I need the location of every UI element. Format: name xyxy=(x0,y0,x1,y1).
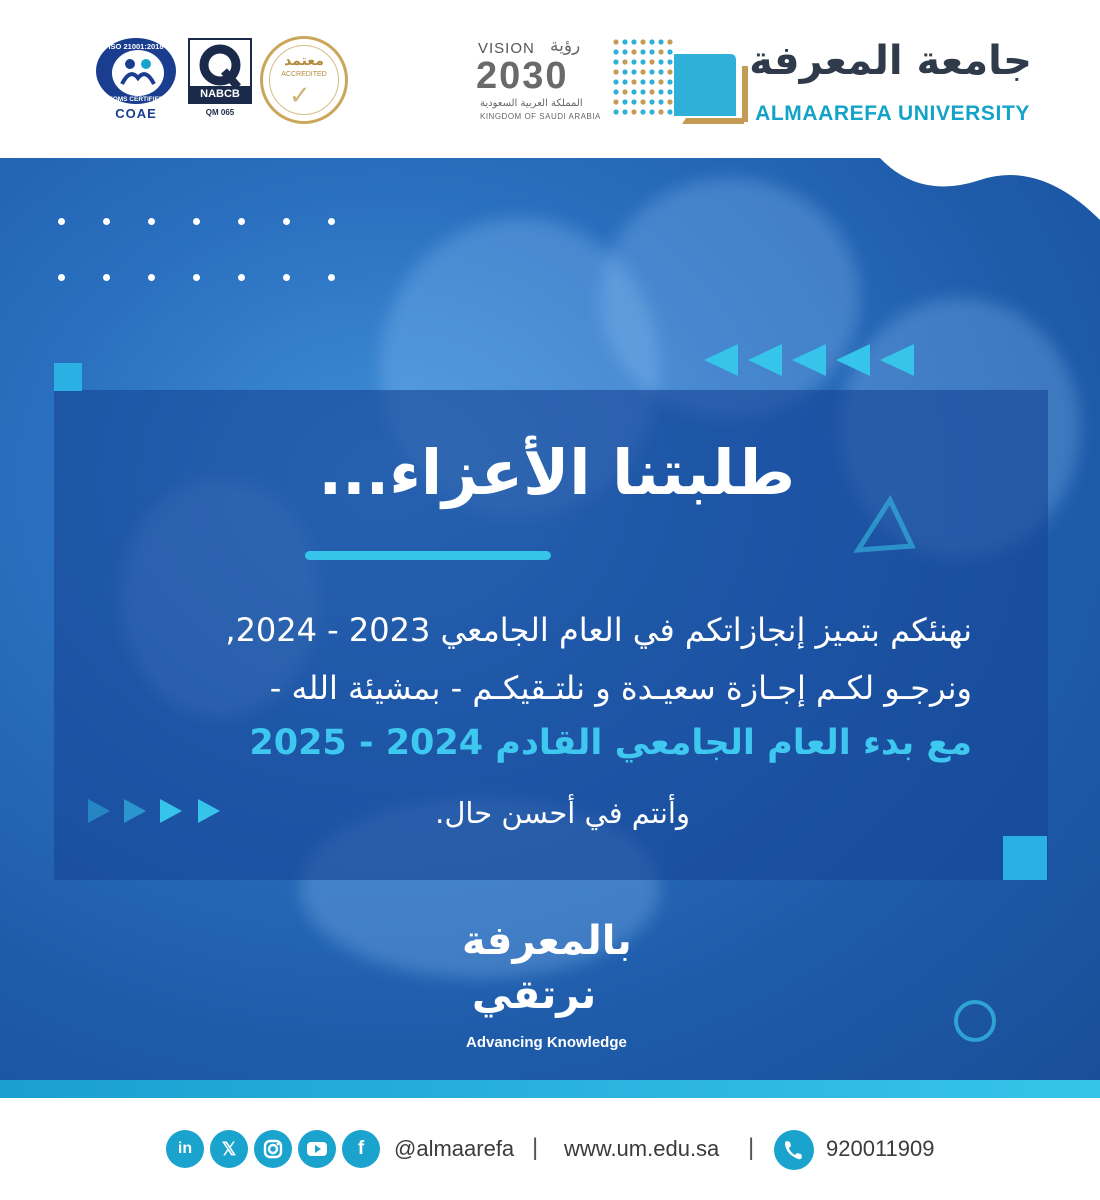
vision-kingdom-ar: المملكة العربية السعودية xyxy=(480,98,583,109)
university-name-ar: جامعة المعرفة xyxy=(749,38,1032,84)
decor-dot xyxy=(103,274,110,281)
message-line-1: نهنئكم بتميز إنجازاتكم في العام الجامعي 2023 - 2024, xyxy=(225,611,972,649)
emblem-dot xyxy=(631,39,636,44)
emblem-dot xyxy=(658,59,663,64)
message-line-3: مع بدء العام الجامعي القادم 2024 - 2025 xyxy=(249,723,972,763)
emblem-dot xyxy=(640,49,645,54)
coae-label: COAE xyxy=(115,106,157,121)
emblem-dot xyxy=(631,99,636,104)
dot-pattern xyxy=(58,218,378,288)
emblem-dot xyxy=(613,59,618,64)
decor-dot xyxy=(148,218,155,225)
social-handle[interactable]: @almaarefa xyxy=(394,1136,515,1161)
decor-dot xyxy=(58,274,65,281)
vision-word-ar: رؤية xyxy=(550,36,581,56)
emblem-dot xyxy=(649,79,654,84)
emblem-dot xyxy=(658,99,663,104)
university-name-en: ALMAAREFA UNIVERSITY xyxy=(755,102,1030,125)
emblem-dot xyxy=(631,89,636,94)
nabcb-code: QM 065 xyxy=(205,108,235,117)
emblem-dot xyxy=(658,89,663,94)
emblem-dot xyxy=(631,109,636,114)
emblem-dot xyxy=(658,79,663,84)
emblem-dot xyxy=(631,79,636,84)
slogan-en: Advancing Knowledge xyxy=(466,1034,627,1051)
decor-dot xyxy=(193,218,200,225)
decor-dot xyxy=(328,218,335,225)
message-line-2: ونرجـو لكـم إجـازة سعيـدة و نلتـقيكـم - بمشيئة الله - xyxy=(269,669,972,707)
emblem-dot xyxy=(613,109,618,114)
emblem-dot xyxy=(640,59,645,64)
emblem-dot xyxy=(640,69,645,74)
emblem-dot xyxy=(649,39,654,44)
decor-dot xyxy=(283,274,290,281)
header-wave xyxy=(0,150,1100,220)
panel-corner-accent xyxy=(1003,836,1047,880)
instagram-icon[interactable] xyxy=(254,1130,292,1168)
emblem-dot xyxy=(631,69,636,74)
decor-dot xyxy=(193,274,200,281)
accredited-badge xyxy=(260,36,348,124)
arrows-left-icon xyxy=(704,340,954,380)
footer xyxy=(0,1098,1100,1200)
emblem-dot xyxy=(658,39,663,44)
decor-dot xyxy=(238,218,245,225)
emblem-dot xyxy=(667,59,672,64)
facebook-icon[interactable]: f xyxy=(342,1130,380,1168)
university-emblem-icon xyxy=(612,36,762,128)
decor-dot xyxy=(328,274,335,281)
decor-dot xyxy=(103,218,110,225)
decor-dot xyxy=(148,274,155,281)
emblem-dot xyxy=(658,49,663,54)
nabcb-badge xyxy=(188,38,252,122)
emblem-dot xyxy=(622,39,627,44)
coae-badge xyxy=(94,38,178,122)
separator: | xyxy=(748,1134,755,1161)
panel-corner-accent xyxy=(54,363,82,391)
university-logo[interactable] xyxy=(612,36,1032,128)
slogan-ar-line-2: نرتقي xyxy=(472,972,597,1018)
emblem-dot xyxy=(640,109,645,114)
emblem-dot xyxy=(658,69,663,74)
emblem-dot xyxy=(649,109,654,114)
emblem-dot xyxy=(640,39,645,44)
emblem-dot xyxy=(622,69,627,74)
emblem-dot xyxy=(649,99,654,104)
vision-kingdom-en: KINGDOM OF SAUDI ARABIA xyxy=(480,112,601,121)
emblem-dot xyxy=(640,99,645,104)
emblem-dot xyxy=(613,69,618,74)
linkedin-icon[interactable]: in xyxy=(166,1130,204,1168)
emblem-dot xyxy=(640,89,645,94)
phone-icon[interactable] xyxy=(774,1130,814,1170)
emblem-dot xyxy=(658,109,663,114)
emblem-dot xyxy=(649,89,654,94)
message-line-4: وأنتم في أحسن حال. xyxy=(435,796,690,830)
emblem-dot xyxy=(667,39,672,44)
circle-outline-icon xyxy=(954,1000,996,1042)
emblem-dot xyxy=(649,49,654,54)
emblem-dot xyxy=(622,89,627,94)
website-link[interactable]: www.um.edu.sa xyxy=(564,1136,720,1161)
emblem-dot xyxy=(613,39,618,44)
emblem-dot xyxy=(667,109,672,114)
emblem-dot xyxy=(622,59,627,64)
vision-2030-logo xyxy=(470,36,601,124)
slogan-ar-line-1: بالمعرفة xyxy=(462,918,632,964)
emblem-dot xyxy=(667,99,672,104)
x-icon[interactable]: 𝕏 xyxy=(210,1130,248,1168)
separator: | xyxy=(532,1134,539,1161)
page-title: طلبتنا الأعزاء... xyxy=(318,436,795,509)
decor-dot xyxy=(238,274,245,281)
nabcb-label: NABCB xyxy=(190,86,250,102)
arrows-right-icon xyxy=(88,794,228,828)
emblem-dot xyxy=(667,69,672,74)
emblem-dot xyxy=(622,49,627,54)
accredited-label-ar: معتمد xyxy=(284,53,324,69)
emblem-dot xyxy=(667,79,672,84)
phone-number[interactable]: 920011909 xyxy=(826,1136,935,1161)
emblem-dot xyxy=(631,59,636,64)
youtube-icon[interactable] xyxy=(298,1130,336,1168)
emblem-dot xyxy=(613,99,618,104)
emblem-dot xyxy=(622,99,627,104)
emblem-dot xyxy=(622,109,627,114)
decor-dot xyxy=(283,218,290,225)
emblem-dot xyxy=(622,79,627,84)
emblem-dot xyxy=(613,79,618,84)
emblem-dot xyxy=(649,69,654,74)
decor-dot xyxy=(58,218,65,225)
coae-cert: EOMS CERTIFIED xyxy=(108,96,164,103)
emblem-dot xyxy=(613,49,618,54)
accredited-label-en: ACCREDITED xyxy=(281,71,327,78)
emblem-dot xyxy=(649,59,654,64)
triangle-outline-icon xyxy=(850,490,920,560)
emblem-dot xyxy=(613,89,618,94)
emblem-dot xyxy=(631,49,636,54)
coae-iso: ISO 21001:2018 xyxy=(108,42,164,51)
nabcb-q-icon xyxy=(196,43,244,89)
check-icon: ✓ xyxy=(289,81,311,111)
emblem-dot xyxy=(667,89,672,94)
vision-word: VISION xyxy=(478,40,535,57)
emblem-dot xyxy=(667,49,672,54)
title-underline xyxy=(305,551,551,560)
accent-band xyxy=(0,1080,1100,1098)
vision-year: 2030 xyxy=(476,55,569,97)
people-icon xyxy=(112,50,164,96)
emblem-dot xyxy=(640,79,645,84)
header xyxy=(0,0,1100,158)
